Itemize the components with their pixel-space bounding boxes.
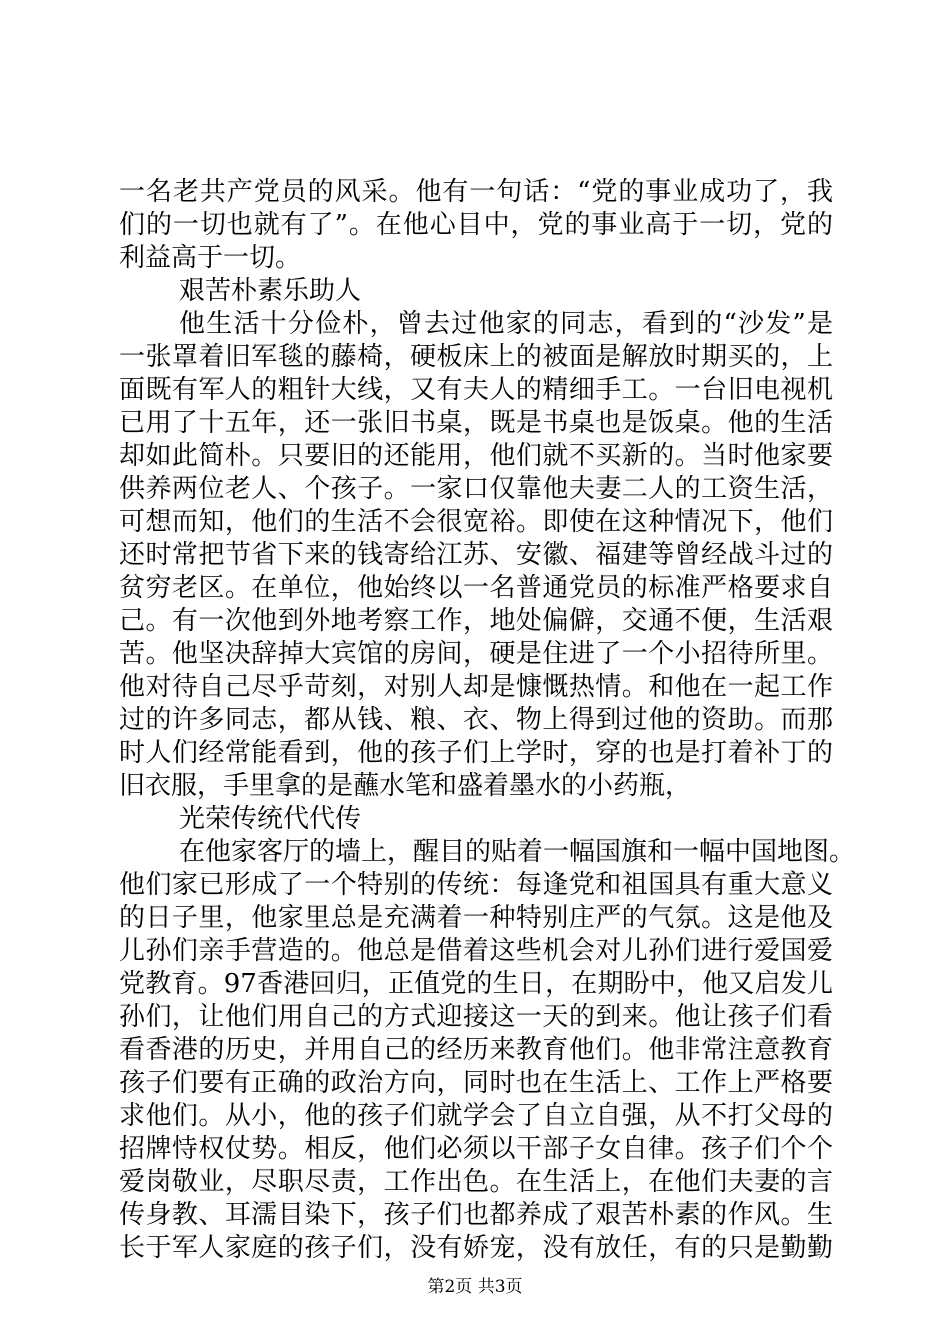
text-line: 的日子里，他家里总是充满着一种特别庄严的气氛。这是他及 — [119, 903, 833, 933]
text-line: 一张罩着旧军毯的藤椅，硬板床上的被面是解放时期买的，上 — [119, 342, 833, 372]
text-line: 利益高于一切。 — [119, 243, 302, 273]
text-line: 旧衣服，手里拿的是蘸水笔和盛着墨水的小药瓶， — [119, 771, 692, 801]
text-line: 过的许多同志，都从钱、粮、衣、物上得到过他的资助。而那 — [119, 705, 833, 735]
text-line: 己。有一次他到外地考察工作，地处偏僻，交通不便，生活艰 — [119, 606, 833, 636]
document-body — [119, 176, 856, 1265]
text-line: 苦。他坚决辞掉大宾馆的房间，硬是住进了一个小招待所里。 — [119, 639, 833, 669]
text-line: 贫穷老区。在单位，他始终以一名普通党员的标准严格要求自 — [119, 573, 833, 603]
page-footer: 第2页 共3页 — [427, 1277, 523, 1297]
text-line: 一名老共产党员的风采。他有一句话：“党的事业成功了，我 — [119, 177, 833, 207]
text-line: 已用了十五年，还一张旧书桌，既是书桌也是饭桌。他的生活 — [119, 408, 833, 438]
text-line: 他生活十分俭朴，曾去过他家的同志，看到的“沙发”是 — [179, 309, 833, 339]
text-line: 儿孙们亲手营造的。他总是借着这些机会对儿孙们进行爱国爱 — [119, 936, 833, 966]
text-line: 还时常把节省下来的钱寄给江苏、安徽、福建等曾经战斗过的 — [119, 540, 833, 570]
section-heading: 艰苦朴素乐助人 — [179, 276, 362, 306]
text-line: 招牌恃权仗势。相反，他们必须以干部子女自律。孩子们个个 — [119, 1134, 833, 1164]
text-line: 可想而知，他们的生活不会很宽裕。即使在这种情况下，他们 — [119, 507, 833, 537]
text-line: 面既有军人的粗针大线，又有夫人的精细手工。一台旧电视机 — [119, 375, 833, 405]
text-line: 在他家客厅的墙上，醒目的贴着一幅国旗和一幅中国地图。 — [179, 837, 856, 867]
text-line: 他们家已形成了一个特别的传统：每逢党和祖国具有重大意义 — [119, 870, 833, 900]
text-line: 长于军人家庭的孩子们，没有娇宠，没有放任，有的只是勤勤 — [119, 1233, 833, 1263]
text-line: 供养两位老人、个孩子。一家口仅靠他夫妻二人的工资生活， — [119, 474, 833, 504]
text-line: 求他们。从小，他的孩子们就学会了自立自强，从不打父母的 — [119, 1101, 833, 1131]
text-line: 传身教、耳濡目染下，孩子们也都养成了艰苦朴素的作风。生 — [119, 1200, 833, 1230]
text-line: 党教育。97香港回归，正值党的生日，在期盼中，他又启发儿 — [119, 969, 833, 999]
text-line: 们的一切也就有了”。在他心目中，党的事业高于一切，党的 — [119, 210, 833, 240]
text-line: 却如此简朴。只要旧的还能用，他们就不买新的。当时他家要 — [119, 441, 833, 471]
text-line: 时人们经常能看到，他的孩子们上学时，穿的也是打着补丁的 — [119, 738, 833, 768]
text-line: 爱岗敬业，尽职尽责，工作出色。在生活上，在他们夫妻的言 — [119, 1167, 833, 1197]
text-line: 孩子们要有正确的政治方向，同时也在生活上、工作上严格要 — [119, 1068, 833, 1098]
section-heading: 光荣传统代代传 — [179, 804, 362, 834]
text-line: 看香港的历史，并用自己的经历来教育他们。他非常注意教育 — [119, 1035, 833, 1065]
text-line: 他对待自己尽乎苛刻，对别人却是慷慨热情。和他在一起工作 — [119, 672, 833, 702]
text-line: 孙们，让他们用自己的方式迎接这一天的到来。他让孩子们看 — [119, 1002, 833, 1032]
